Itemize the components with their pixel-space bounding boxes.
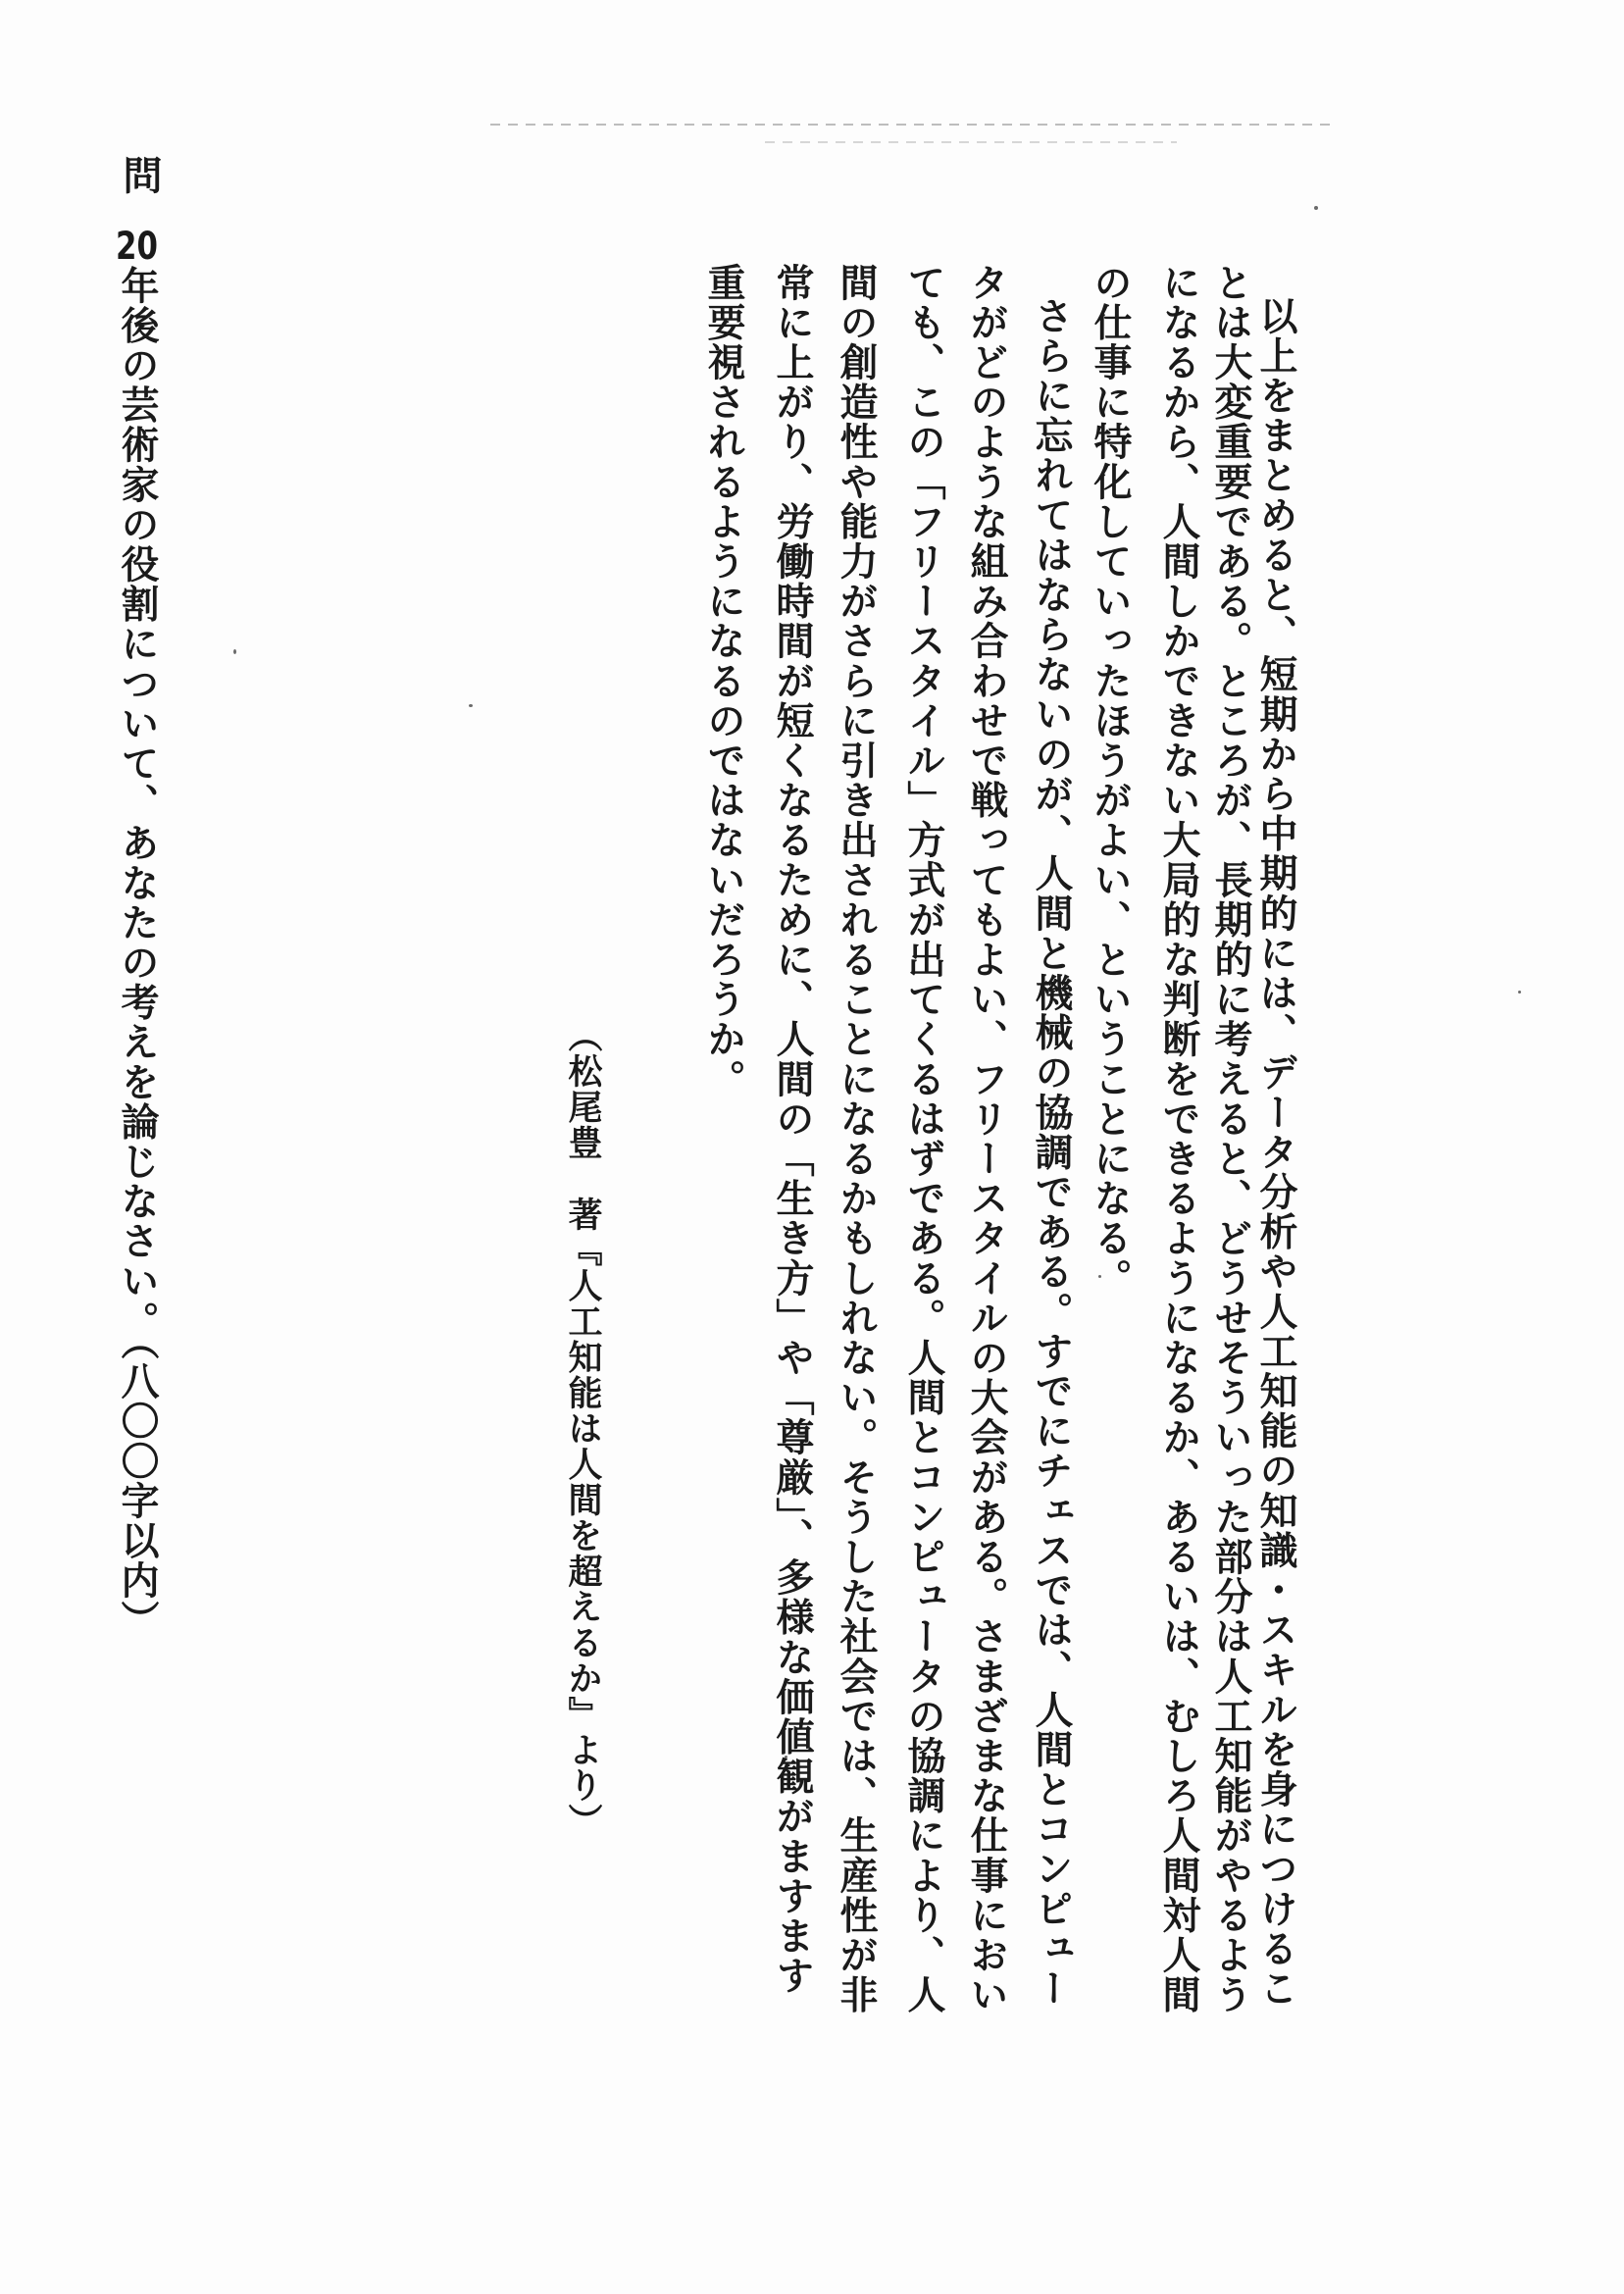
- question-label: 問: [117, 155, 162, 194]
- scan-artifact-top-2: [765, 141, 1177, 143]
- passage-line-4: の仕事に特化していったほうがよい、ということになる。: [1088, 263, 1132, 1299]
- passage-line-7: ても、この「フリースタイル」方式が出てくるはずである。人間とコンピュータの協調により、人: [901, 263, 945, 2015]
- passage-line-5: さらに忘れてはならないのが、人間と機械の協調である。すでにチェスでは、人間とコンピュー: [1029, 296, 1073, 2009]
- passage-line-1: 以上をまとめると、短期から中期的には、データ分析や人工知能の知識・スキルを身につけるこ: [1253, 296, 1297, 2009]
- passage-line-9: 常に上がり、労働時間が短くなるために、人間の「生き方」や「尊厳」、多様な価値観がますます: [770, 263, 814, 1996]
- passage-line-3: になるから、人間しかできない大局的な判断をできるようになるか、あるいは、むしろ人間対人間: [1156, 263, 1200, 2015]
- scan-speck: [1518, 991, 1521, 994]
- passage-line-2: とは大変重要である。ところが、長期的に考えると、どうせそういった部分は人工知能がやるよう: [1208, 263, 1252, 2015]
- question-prompt: 年後の芸術家の役割について、あなたの考えを論じなさい。（八〇〇字以内）: [115, 266, 159, 1641]
- passage-line-8: 間の創造性や能力がさらに引き出されることになるかもしれない。そうした社会では、生産性が非: [834, 263, 878, 2015]
- question-number: 20: [116, 228, 158, 266]
- passage-line-10: 重要視されるようになるのではないだろうか。: [701, 263, 745, 1099]
- scan-speck: [233, 649, 236, 654]
- scan-artifact-top: [490, 124, 1334, 126]
- source-citation: （松尾豊 著『人工知能は人間を超えるか』より）: [563, 1018, 602, 1840]
- passage-line-6: タがどのような組み合わせで戦ってもよい、フリースタイルの大会がある。さまざまな仕事におい: [964, 263, 1008, 2015]
- essay-question: [115, 228, 159, 1641]
- scan-speck: [469, 704, 473, 707]
- scan-speck: [1314, 206, 1318, 210]
